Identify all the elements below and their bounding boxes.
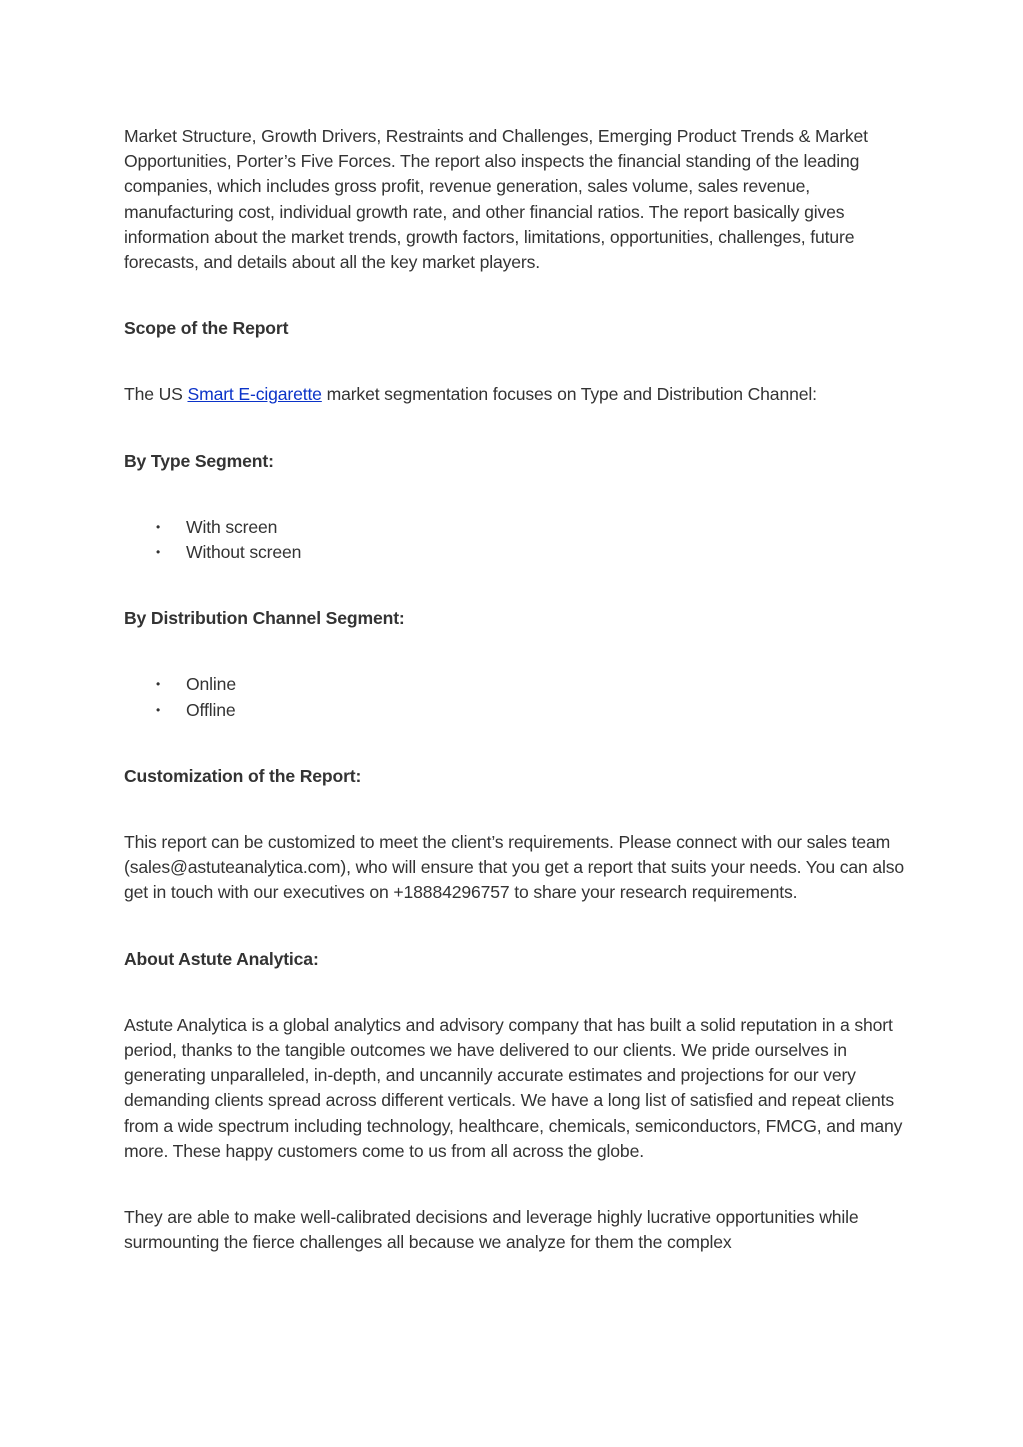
scope-heading: Scope of the Report: [124, 318, 289, 339]
list-item-label: Without screen: [186, 542, 302, 563]
about-paragraph-2: They are able to make well-calibrated decisions and leverage highly lucrative opportunities while surmounting the fierce challenges all because we analyze for them the complex: [124, 1207, 859, 1253]
list-item-label: Online: [186, 674, 236, 695]
bullet-icon: •: [156, 545, 161, 560]
customization-paragraph: This report can be customized to meet the client’s requirements. Please connect with our sales team (sales@astuteanalytica.com), who will ensure that you get a report that suits your needs. You can also get in touch with our executives on +18884296757 to share your research requirements.: [124, 832, 905, 903]
list-item: [124, 672, 914, 697]
list-item: [124, 515, 914, 540]
list-item-label: With screen: [186, 516, 278, 537]
channel-segment-list: [124, 672, 914, 722]
type-segment-heading: By Type Segment:: [124, 450, 274, 471]
bullet-icon: •: [156, 677, 161, 692]
list-item: [124, 540, 914, 565]
channel-segment-heading: By Distribution Channel Segment:: [124, 608, 405, 629]
list-item: [124, 698, 914, 723]
scope-text-after: market segmentation focuses on Type and Distribution Channel:: [321, 384, 817, 405]
list-item-label: Offline: [186, 699, 236, 720]
bullet-icon: •: [156, 702, 161, 717]
customization-heading: Customization of the Report:: [124, 765, 362, 786]
smart-ecigarette-link[interactable]: Smart E-cigarette: [187, 384, 322, 405]
about-heading: About Astute Analytica:: [124, 948, 319, 969]
about-paragraph-1: Astute Analytica is a global analytics and advisory company that has built a solid reputation in a short period, thanks to the tangible outcomes we have delivered to our clients. We pride ourselves in generating unparalleled, in-depth, and uncannily accurate estimates and projections for our very demanding clients spread across different verticals. We have a long list of satisfied and repeat clients from a wide spectrum including technology, healthcare, chemicals, semiconductors, FMCG, and many more. These happy customers come to us from all across the globe.: [124, 1014, 903, 1161]
scope-paragraph: [124, 382, 914, 407]
document-page: [124, 124, 914, 1255]
type-segment-list: [124, 515, 914, 565]
intro-paragraph: Market Structure, Growth Drivers, Restraints and Challenges, Emerging Product Trends & Market Opportunities, Porter’s Five Forces. The report also inspects the financial standing of the leading companies, which includes gross profit, revenue generation, sales volume, sales revenue, manufacturing cost, individual growth rate, and other financial ratios. The report basically gives information about the market trends, growth factors, limitations, opportunities, challenges, future forecasts, and details about all the key market players.: [124, 126, 868, 273]
bullet-icon: •: [156, 519, 161, 534]
scope-text-before: The US: [124, 384, 188, 405]
